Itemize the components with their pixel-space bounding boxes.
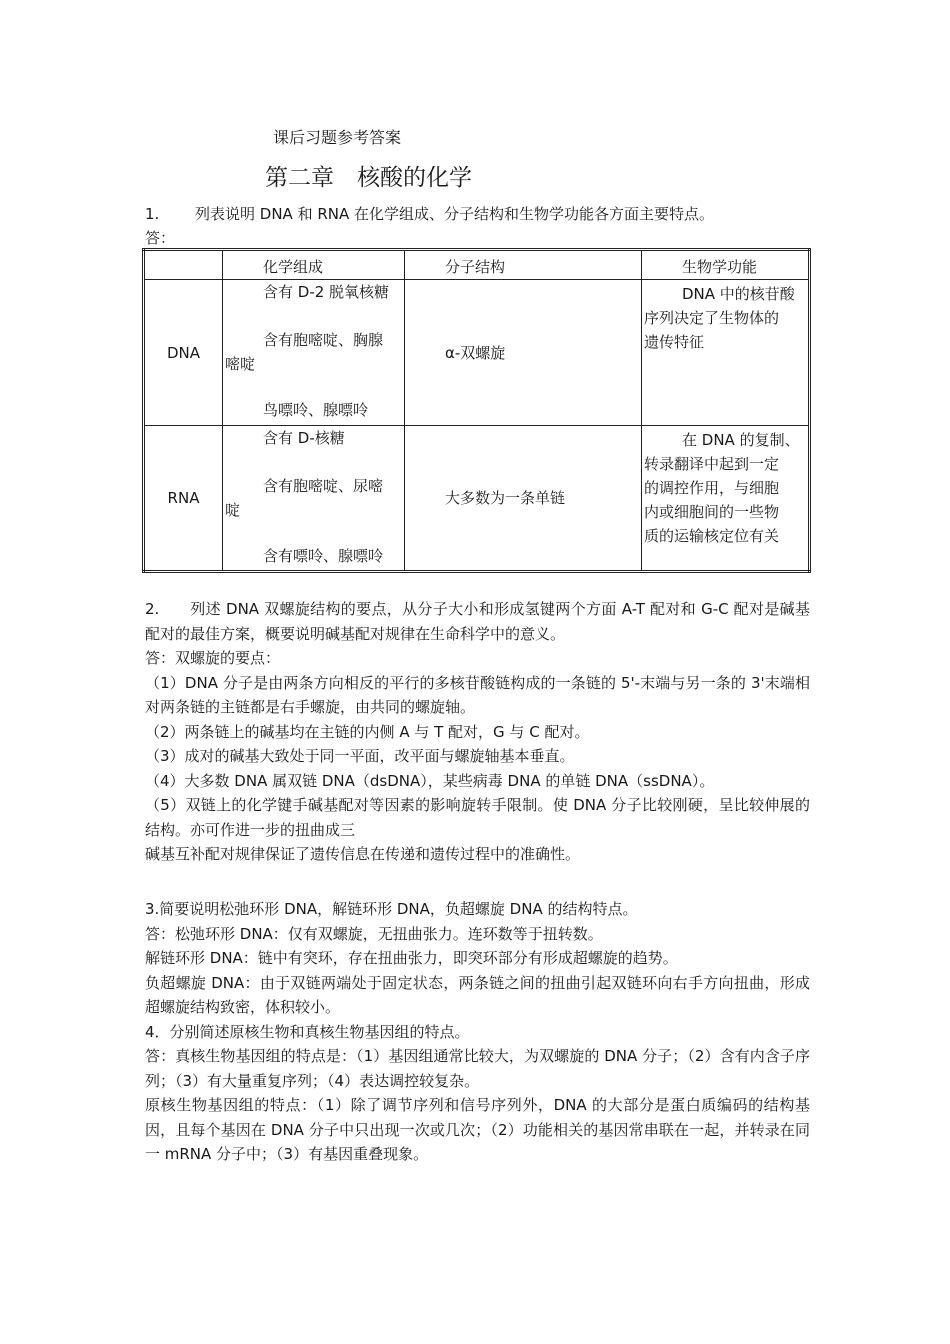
composition-line: 含有 D-核糖 [263,429,345,447]
paragraph: （3）成对的碱基大致处于同一平面，改平面与螺旋轴基本垂直。 [145,747,575,765]
function-line: 在 DNA 的复制、 [682,431,800,449]
function-line: 质的运输核定位有关 [644,527,780,545]
paragraph: 4．分别简述原核生物和真核生物基因组的特点。 [145,1022,470,1041]
composition-line: 含有胞嘧啶、尿嘧 [263,477,384,495]
table-row [144,280,810,426]
pre-title: 课后习题参考答案 [273,128,402,147]
function-line: 序列决定了生物体的 [644,309,780,327]
table-row [144,426,810,572]
function-line: 遗传特征 [644,333,705,351]
composition-line: 鸟嘌呤、腺嘌呤 [263,401,369,419]
table-header-cell: 生物学功能 [642,250,810,280]
paragraph: 2. 列述 DNA 双螺旋结构的要点，从分子大小和形成氢键两个方面 A-T 配对和 G-C 配对是碱基配对的最佳方案，概要说明碱基配对规律在生命科学中的意义。 [145,600,810,643]
comparison-table [142,248,808,572]
function-line: DNA 中的核苷酸 [682,285,795,303]
paragraph: （1）DNA 分子是由两条方向相反的平行的多核苷酸链构成的一条链的 5'-末端与另一条的 3'末端相对两条链的主链都是右手螺旋，由共同的螺旋轴。 [145,673,810,716]
row-label-dna: DNA [144,280,223,426]
paragraph: 3.简要说明松弛环形 DNA，解链环形 DNA，负超螺旋 DNA 的结构特点。 [145,900,638,918]
paragraph: 原核生物基因组的特点：（1）除了调节序列和信号序列外，DNA 的大部分是蛋白质编码的结构基因，且每个基因在 DNA 分子中只出现一次或几次；（2）功能相关的基因常串联在一起，并转录在同一 mRNA 分子中；（3）有基因重叠现象。 [145,1096,810,1163]
paragraph: 答：松弛环形 DNA：仅有双螺旋，无扭曲张力。连环数等于扭转数。 [145,924,603,943]
paragraph: （4）大多数 DNA 属双链 DNA（dsDNA），某些病毒 DNA 的单链 DNA（ssDNA）。 [145,771,715,790]
row-label-rna: RNA [144,426,223,572]
table-header-row [144,250,810,280]
table-header-cell [144,250,223,280]
function-cell [642,426,810,572]
table-header-cell: 化学组成 [223,250,405,280]
composition-line: 含有胞嘧啶、胸腺 [263,331,384,349]
paragraph: 碱基互补配对规律保证了遗传信息在传递和遗传过程中的准确性。 [145,845,581,863]
question-1-text: 列表说明 DNA 和 RNA 在化学组成、分子结构和生物学功能各方面主要特点。 [195,205,715,223]
composition-cell [223,426,405,572]
composition-line: 啶 [225,501,241,519]
function-line: 的调控作用，与细胞 [644,479,780,497]
paragraph: （2）两条链上的碱基均在主链的内侧 A 与 T 配对，G 与 C 配对。 [145,722,590,741]
question-1 [145,203,714,225]
chapter-title: 第二章 核酸的化学 [265,165,472,191]
structure-cell: 大多数为一条单链 [405,426,642,572]
answer-1-label: 答： [145,229,176,247]
paragraph: （5）双链上的化学键手碱基配对等因素的影响旋转手限制。使 DNA 分子比较刚硬，呈比较伸展的结构。亦可作进一步的扭曲成三 [145,796,810,839]
table-header-cell: 分子结构 [405,250,642,280]
paragraph: 负超螺旋 DNA：由于双链两端处于固定状态，两条链之间的扭曲引起双链环向右手方向扭曲，形成超螺旋结构致密，体积较小。 [145,973,810,1016]
function-line: 转录翻译中起到一定 [644,455,780,473]
paragraph: 答：真核生物基因组的特点是：（1）基因组通常比较大，为双螺旋的 DNA 分子；（2）含有内含子序列；（3）有大量重复序列；（4）表达调控较复杂。 [145,1047,810,1090]
function-line: 内或细胞间的一些物 [644,503,780,521]
composition-line: 嘧啶 [225,355,256,373]
composition-cell [223,280,405,426]
function-cell [642,280,810,426]
structure-cell: α-双螺旋 [405,280,642,426]
question-2-section [145,597,810,867]
paragraph: 解链环形 DNA：链中有突环，存在扭曲张力，即突环部分有形成超螺旋的趋势。 [145,949,678,967]
question-3-section [145,897,810,1167]
composition-line: 含有 D-2 脱氧核糖 [263,283,390,301]
paragraph: 答：双螺旋的要点： [145,649,281,667]
question-1-number: 1. [145,205,160,223]
composition-line: 含有嘌呤、腺嘌呤 [263,547,384,565]
